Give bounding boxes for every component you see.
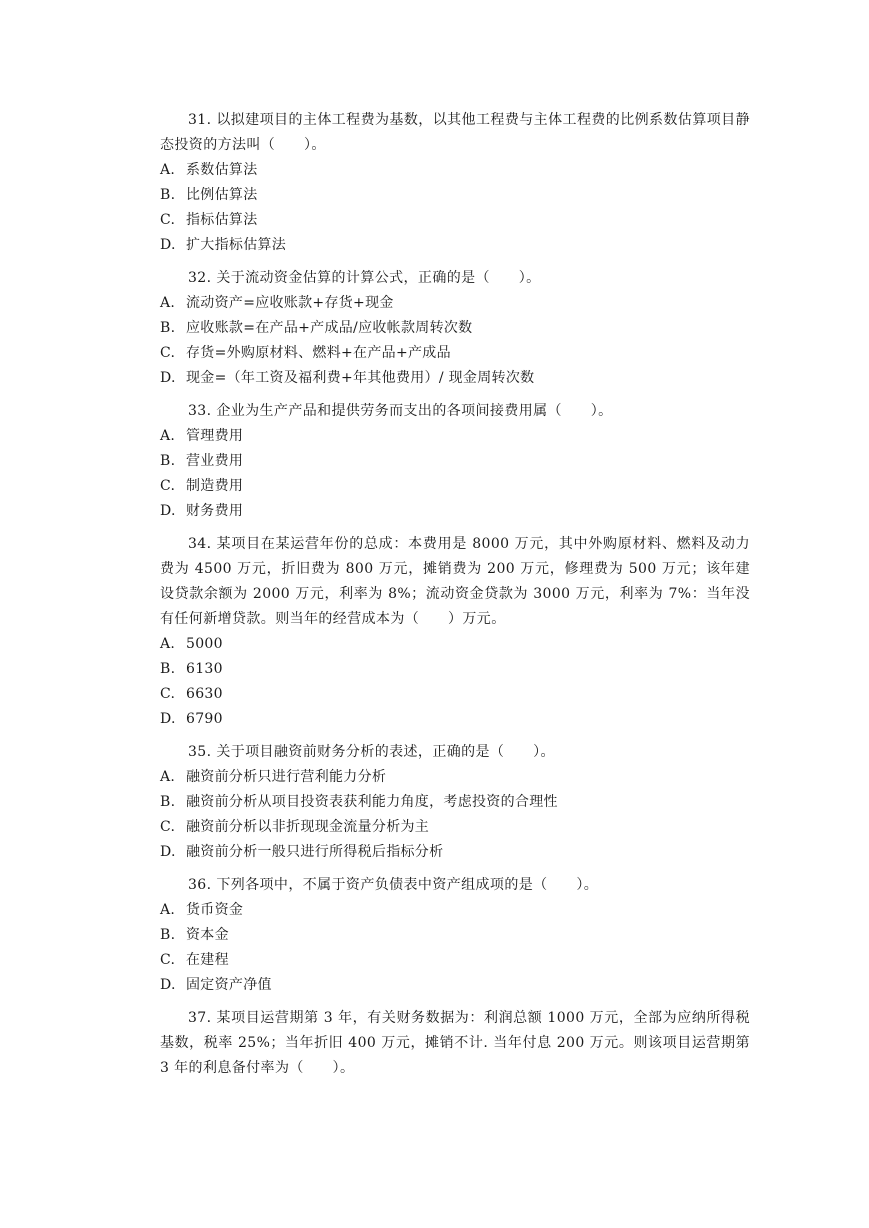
- option-text: 6790: [186, 711, 223, 727]
- option-item: [160, 765, 750, 790]
- question-number-separator: .: [206, 112, 217, 128]
- option-letter: D.: [160, 503, 176, 519]
- question-number: 32: [188, 270, 207, 286]
- option-text: 固定资产净值: [186, 977, 272, 993]
- option-letter: B.: [160, 320, 176, 336]
- option-letter: B.: [160, 794, 176, 810]
- option-text: 营业费用: [186, 453, 244, 469]
- question-text: 企业为生产产品和提供劳务而支出的各项间接费用属（ ）。: [216, 403, 613, 419]
- question-stem: [160, 532, 750, 632]
- option-letter: C.: [160, 212, 176, 228]
- option-item: [160, 632, 750, 657]
- question-stem: [160, 108, 750, 158]
- option-text: 融资前分析从项目投资表获利能力角度，考虑投资的合理性: [186, 794, 558, 810]
- option-list: [160, 424, 750, 524]
- option-item: [160, 291, 750, 316]
- option-letter: D.: [160, 237, 176, 253]
- option-item: [160, 341, 750, 366]
- question-33: [160, 399, 750, 524]
- question-34: [160, 532, 750, 732]
- question-text: 关于项目融资前财务分析的表述，正确的是（ ）。: [216, 744, 555, 760]
- option-item: [160, 233, 750, 258]
- option-list: [160, 898, 750, 998]
- option-text: 融资前分析只进行营利能力分析: [186, 769, 387, 785]
- option-item: [160, 499, 750, 524]
- option-letter: C.: [160, 952, 176, 968]
- question-number: 33: [188, 403, 207, 419]
- question-37: [160, 1006, 750, 1081]
- question-number-separator: .: [206, 877, 217, 893]
- option-text: 系数估算法: [186, 162, 258, 178]
- option-text: 应收账款=在产品+产成品/应收帐款周转次数: [186, 320, 473, 336]
- option-item: [160, 449, 750, 474]
- option-list: [160, 632, 750, 732]
- option-text: 6130: [186, 661, 223, 677]
- option-letter: C.: [160, 686, 176, 702]
- question-35: [160, 740, 750, 865]
- question-text: 某项目在某运营年份的总成：本费用是 8000 万元，其中外购原材料、燃料及动力费为 4500 万元，折旧费为 800 万元，摊销费为 200 万元，修理费为 500 万元；该年建设贷款余额为 2000 万元，利率为 8%；流动资金贷款为 3000 万元，利率为 7%：当年没有任何新增贷款。则当年的经营成本为（ ）万元。: [160, 536, 750, 627]
- question-stem: [160, 266, 750, 291]
- option-letter: D.: [160, 977, 176, 993]
- option-letter: C.: [160, 345, 176, 361]
- option-text: 5000: [186, 636, 223, 652]
- option-item: [160, 474, 750, 499]
- option-list: [160, 158, 750, 258]
- option-text: 资本金: [186, 927, 229, 943]
- option-letter: A.: [160, 162, 176, 178]
- option-text: 在建程: [186, 952, 229, 968]
- option-letter: D.: [160, 370, 176, 386]
- option-item: [160, 682, 750, 707]
- option-text: 财务费用: [186, 503, 244, 519]
- question-number-separator: .: [206, 1010, 217, 1026]
- question-number-separator: .: [206, 536, 217, 552]
- option-letter: D.: [160, 844, 176, 860]
- option-list: [160, 765, 750, 865]
- question-number-separator: .: [206, 403, 217, 419]
- option-item: [160, 923, 750, 948]
- question-number: 37: [188, 1010, 207, 1026]
- question-number-separator: .: [206, 270, 217, 286]
- option-letter: A.: [160, 428, 176, 444]
- option-item: [160, 840, 750, 865]
- option-text: 融资前分析一般只进行所得税后指标分析: [186, 844, 444, 860]
- option-item: [160, 790, 750, 815]
- option-text: 流动资产=应收账款+存货+现金: [186, 295, 394, 311]
- option-letter: B.: [160, 661, 176, 677]
- option-item: [160, 657, 750, 682]
- option-item: [160, 424, 750, 449]
- question-stem: [160, 873, 750, 898]
- option-item: [160, 948, 750, 973]
- option-item: [160, 183, 750, 208]
- option-letter: C.: [160, 819, 176, 835]
- option-item: [160, 316, 750, 341]
- option-letter: B.: [160, 927, 176, 943]
- option-letter: A.: [160, 636, 176, 652]
- option-letter: A.: [160, 902, 176, 918]
- question-number-separator: .: [206, 744, 217, 760]
- question-text: 以拟建项目的主体工程费为基数，以其他工程费与主体工程费的比例系数估算项目静态投资的方法叫（ ）。: [160, 112, 750, 153]
- option-letter: D.: [160, 711, 176, 727]
- option-item: [160, 898, 750, 923]
- option-text: 扩大指标估算法: [186, 237, 287, 253]
- option-letter: A.: [160, 769, 176, 785]
- question-number: 36: [188, 877, 207, 893]
- option-item: [160, 158, 750, 183]
- question-list: [160, 108, 750, 1089]
- question-text: 关于流动资金估算的计算公式，正确的是（ ）。: [216, 270, 541, 286]
- option-list: [160, 291, 750, 391]
- option-item: [160, 707, 750, 732]
- option-item: [160, 815, 750, 840]
- option-letter: A.: [160, 295, 176, 311]
- question-number: 35: [188, 744, 207, 760]
- option-text: 管理费用: [186, 428, 244, 444]
- option-text: 货币资金: [186, 902, 244, 918]
- question-stem: [160, 1006, 750, 1081]
- option-letter: C.: [160, 478, 176, 494]
- option-item: [160, 973, 750, 998]
- question-stem: [160, 399, 750, 424]
- question-number: 34: [188, 536, 207, 552]
- option-text: 6630: [186, 686, 223, 702]
- option-text: 存货=外购原材料、燃料+在产品+产成品: [186, 345, 451, 361]
- question-stem: [160, 740, 750, 765]
- question-36: [160, 873, 750, 998]
- option-text: 现金=（年工资及福利费+年其他费用）/ 现金周转次数: [186, 370, 535, 386]
- option-item: [160, 208, 750, 233]
- option-item: [160, 366, 750, 391]
- option-text: 制造费用: [186, 478, 244, 494]
- question-32: [160, 266, 750, 391]
- question-text: 某项目运营期第 3 年，有关财务数据为：利润总额 1000 万元，全部为应纳所得税基数，税率 25%；当年折旧 400 万元，摊销不计. 当年付息 200 万元。则该项目运营期第 3 年的利息备付率为（ ）。: [160, 1010, 750, 1076]
- question-number: 31: [188, 112, 207, 128]
- question-text: 下列各项中，不属于资产负债表中资产组成项的是（ ）。: [216, 877, 599, 893]
- option-letter: B.: [160, 453, 176, 469]
- option-text: 融资前分析以非折现现金流量分析为主: [186, 819, 430, 835]
- option-text: 比例估算法: [186, 187, 258, 203]
- option-text: 指标估算法: [186, 212, 258, 228]
- option-letter: B.: [160, 187, 176, 203]
- question-31: [160, 108, 750, 258]
